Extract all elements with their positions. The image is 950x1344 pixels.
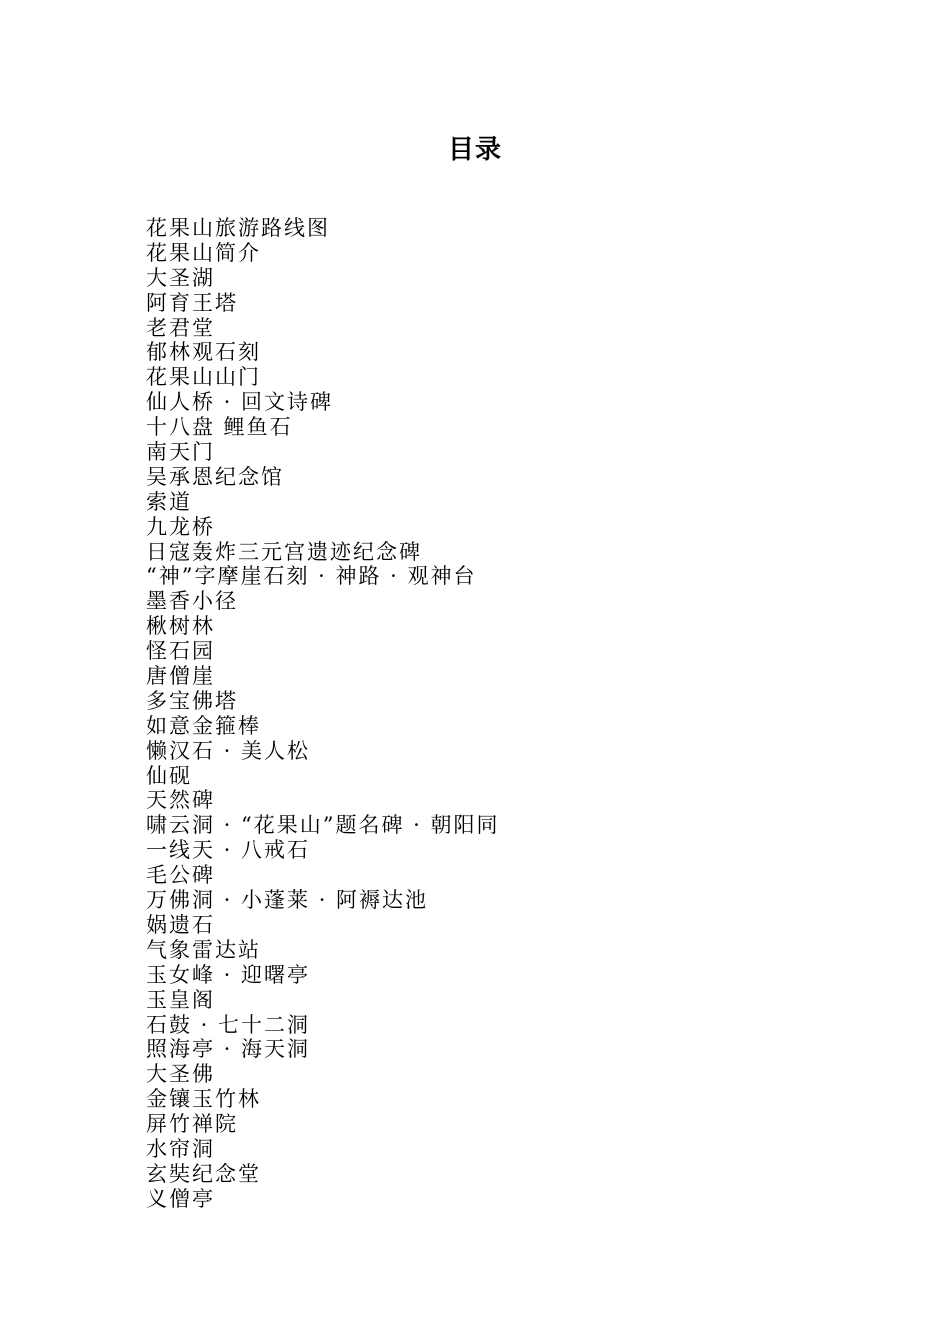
- toc-entry: 气象雷达站: [146, 937, 261, 962]
- toc-entry: 照海亭 · 海天洞: [146, 1037, 311, 1062]
- toc-entry: 仙人桥 · 回文诗碑: [146, 390, 334, 415]
- toc-entry: 多宝佛塔: [146, 688, 238, 713]
- toc-entry: 玉女峰 · 迎曙亭: [146, 962, 311, 987]
- toc-entry: 如意金箍棒: [146, 713, 261, 738]
- toc-entry: 花果山简介: [146, 240, 261, 265]
- toc-entry: 怪石园: [146, 639, 215, 664]
- toc-entry: 一线天 · 八戒石: [146, 838, 311, 863]
- toc-entry: 阿育王塔: [146, 290, 238, 315]
- toc-entry: 九龙桥: [146, 514, 215, 539]
- toc-entry: 水帘洞: [146, 1136, 215, 1161]
- toc-entry: 义僧亭: [146, 1186, 215, 1211]
- toc-entry: 索道: [146, 489, 192, 514]
- toc-entry: 花果山旅游路线图: [146, 216, 330, 240]
- toc-entry: “神”字摩崖石刻 · 神路 · 观神台: [146, 564, 477, 589]
- toc-entry: 十八盘 鲤鱼石: [146, 415, 293, 440]
- toc-entry: 万佛洞 · 小蓬莱 · 阿褥达池: [146, 888, 429, 913]
- toc-entry: 玉皇阁: [146, 987, 215, 1012]
- toc-entry: 墨香小径: [146, 589, 238, 614]
- table-of-contents: [146, 216, 500, 1212]
- toc-entry: 毛公碑: [146, 863, 215, 888]
- toc-entry: 唐僧崖: [146, 664, 215, 689]
- toc-entry: 大圣湖: [146, 265, 215, 290]
- toc-entry: 日寇轰炸三元宫遗迹纪念碑: [146, 539, 422, 564]
- toc-entry: 大圣佛: [146, 1062, 215, 1087]
- toc-entry: 吴承恩纪念馆: [146, 464, 284, 489]
- toc-entry: 石鼓 · 七十二洞: [146, 1012, 311, 1037]
- toc-entry: 娲遗石: [146, 912, 215, 937]
- toc-entry: 郁林观石刻: [146, 340, 261, 365]
- toc-entry: 南天门: [146, 440, 215, 465]
- toc-entry: 仙砚: [146, 763, 192, 788]
- page-title: 目录: [447, 135, 502, 165]
- toc-entry: 屏竹禅院: [146, 1112, 238, 1137]
- toc-entry: 楸树林: [146, 614, 215, 639]
- toc-entry: 啸云洞 · “花果山”题名碑 · 朝阳同: [146, 813, 500, 838]
- toc-entry: 金镶玉竹林: [146, 1087, 261, 1112]
- toc-entry: 天然碑: [146, 788, 215, 813]
- toc-entry: 老君堂: [146, 315, 215, 340]
- toc-entry: 懒汉石 · 美人松: [146, 738, 311, 763]
- toc-entry: 玄奘纪念堂: [146, 1161, 261, 1186]
- toc-entry: 花果山山门: [146, 365, 261, 390]
